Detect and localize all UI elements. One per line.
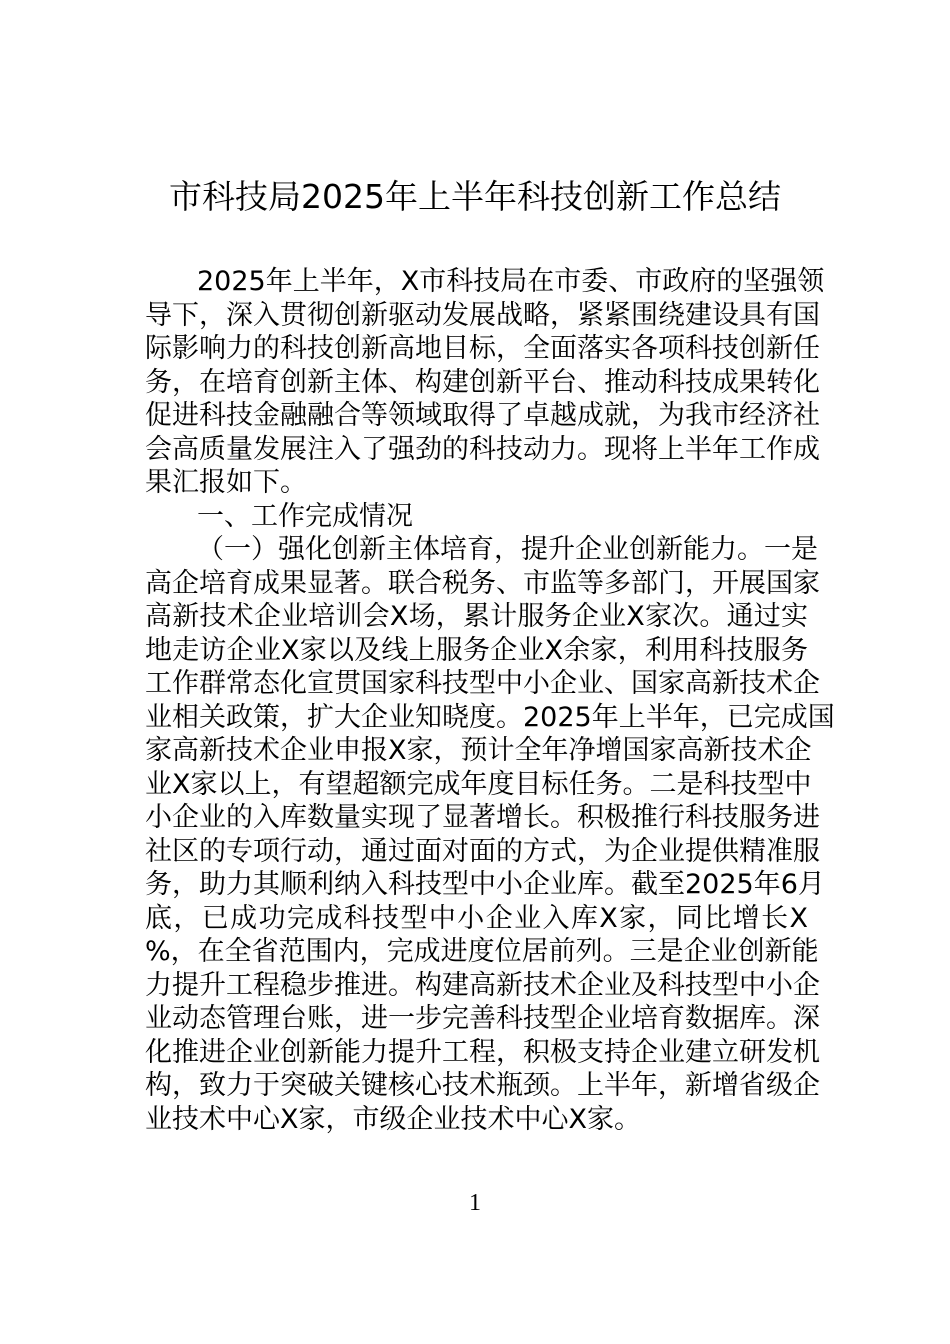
- paragraph-line: 社区的专项行动，通过面对面的方式，为企业提供精准服: [145, 835, 820, 867]
- paragraph-line: 业相关政策，扩大企业知晓度。2025年上半年，已完成国: [145, 701, 835, 733]
- document-title: 市科技局2025年上半年科技创新工作总结: [169, 177, 781, 216]
- paragraph-line: 高新技术企业培训会X场，累计服务企业X家次。通过实: [145, 601, 808, 632]
- paragraph-line: 际影响力的科技创新高地目标，全面落实各项科技创新任: [145, 333, 820, 364]
- page-number: 1: [469, 1190, 481, 1216]
- paragraph-line: 促进科技金融融合等领域取得了卓越成就，为我市经济社: [145, 400, 820, 431]
- paragraph-line: 果汇报如下。: [145, 467, 307, 498]
- paragraph-line: 地走访企业X家以及线上服务企业X余家，利用科技服务: [145, 634, 808, 666]
- paragraph-line: 高企培育成果显著。联合税务、市监等多部门，开展国家: [145, 567, 820, 599]
- paragraph-line: 底，已成功完成科技型中小企业入库X家，同比增长X: [145, 902, 808, 934]
- document-body: [145, 265, 835, 1136]
- paragraph-line: 小企业的入库数量实现了显著增长。积极推行科技服务进: [145, 802, 820, 833]
- paragraph-line: （一）强化创新主体培育，提升企业创新能力。一是: [197, 534, 818, 565]
- paragraph-line: 务，助力其顺利纳入科技型中小企业库。截至2025年6月: [145, 869, 825, 900]
- paragraph-line: 务，在培育创新主体、构建创新平台、推动科技成果转化: [145, 366, 820, 398]
- paragraph-line: %，在全省范围内，完成进度位居前列。三是企业创新能: [145, 936, 819, 967]
- paragraph-line: 工作群常态化宣贯国家科技型中小企业、国家高新技术企: [145, 668, 820, 699]
- paragraph-line: 化推进企业创新能力提升工程，积极支持企业建立研发机: [145, 1036, 820, 1068]
- paragraph-line: 业动态管理台账，进一步完善科技型企业培育数据库。深: [145, 1003, 820, 1034]
- paragraph-line: 2025年上半年，X市科技局在市委、市政府的坚强领: [197, 266, 825, 297]
- paragraph-line: 力提升工程稳步推进。构建高新技术企业及科技型中小企: [145, 969, 820, 1001]
- paragraph-line: 会高质量发展注入了强劲的科技动力。现将上半年工作成: [145, 433, 820, 465]
- paragraph-line: 家高新技术企业申报X家，预计全年净增国家高新技术企: [145, 735, 812, 766]
- paragraph-line: 业X家以上，有望超额完成年度目标任务。二是科技型中: [145, 768, 812, 800]
- paragraph-line: 构，致力于突破关键核心技术瓶颈。上半年，新增省级企: [145, 1070, 820, 1101]
- section-heading: 一、工作完成情况: [197, 500, 413, 532]
- paragraph-line: 导下，深入贯彻创新驱动发展战略，紧紧围绕建设具有国: [145, 299, 820, 331]
- paragraph-line: 业技术中心X家，市级企业技术中心X家。: [145, 1103, 641, 1135]
